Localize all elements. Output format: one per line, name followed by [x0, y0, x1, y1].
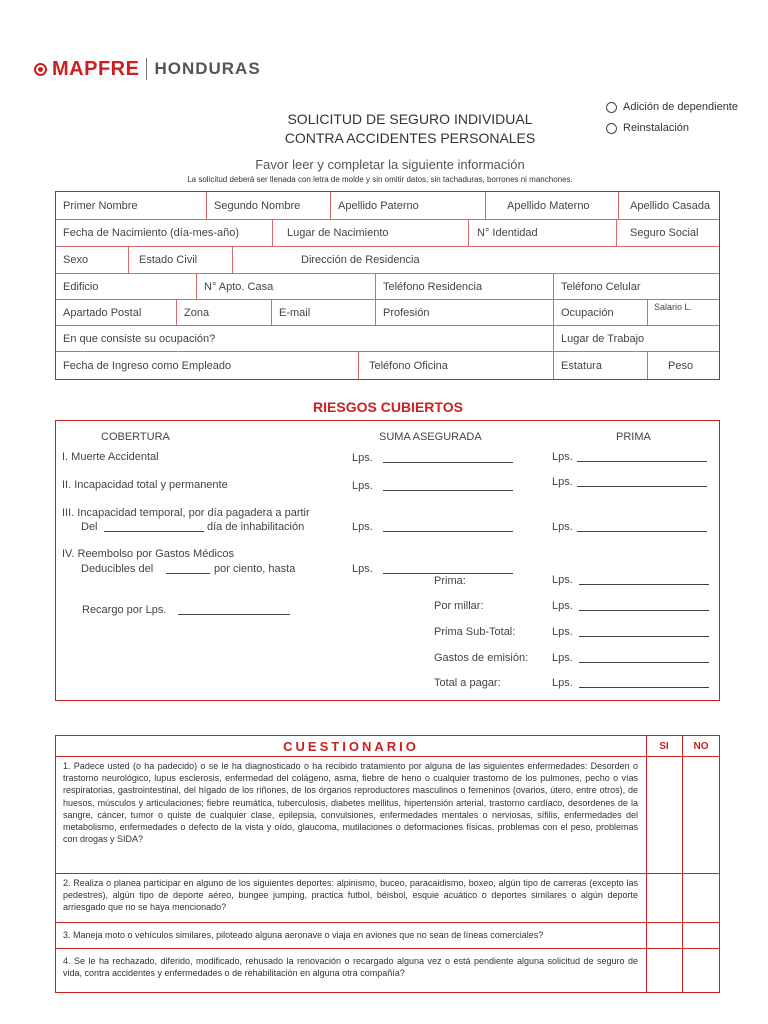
personal-data-grid	[55, 191, 720, 380]
field-segundo-nombre[interactable]	[206, 192, 330, 219]
riesgos-box	[55, 420, 720, 701]
recargo-line[interactable]	[178, 614, 290, 615]
field-zona[interactable]	[176, 300, 271, 325]
field-profesion[interactable]	[375, 300, 553, 325]
item3-dia: día de inhabilitación	[207, 521, 305, 533]
field-estado-civil[interactable]	[128, 247, 232, 273]
field-consiste-ocupacion[interactable]	[56, 326, 553, 351]
question-text: 1. Padece usted (o ha padecido) o se le ha diagnosticado o ha recibido tratamiento por alguna de las siguientes enfermedades: Desorden o trastorno neurológico, lupus esclerosis, enfermedad del colágeno, asma, fiebre de heno o cualquier trastorno de los pulmones, pecho o vías respiratorias, gastrointestinal, del hígado de los riñones, de los órganos reproductores masculinos o femeninos (ovarios, útero, entre otros), de huesos, músculos y articulaciones; fiebre reumática, tuberculosis, diabetes mellitus, hipertensión arterial, trastorno cardíaco, desordenes de la sangre, cáncer, tumor o quiste de cualquier clase, epilepsia, convulsiones, enfermedades mentales o nerviosas, sífilis, enfermedades del metabolismo, enfermedades o defecto de la vista y oído, glaucoma, mutilaciones o deformaciones físicas, problemas con el peso, problemas con drogas y SIDA?	[63, 761, 638, 845]
field-identidad[interactable]	[468, 220, 616, 246]
lps-label: Lps.	[352, 521, 373, 533]
col-no: NO	[693, 741, 709, 752]
col-suma-asegurada: SUMA ASEGURADA	[379, 431, 482, 443]
field-label: Salario L.	[654, 302, 693, 312]
field-label: Profesión	[383, 306, 430, 319]
option-label: Reinstalación	[623, 122, 690, 134]
field-apellido-materno[interactable]	[485, 192, 618, 219]
grid-row	[56, 326, 719, 352]
field-label: E-mail	[279, 306, 311, 319]
lps-label: Lps.	[552, 677, 573, 689]
option-reinstalacion[interactable]	[606, 122, 689, 134]
deducible-line[interactable]	[166, 573, 210, 574]
field-label: Teléfono Celular	[561, 280, 641, 293]
field-apartado[interactable]	[56, 300, 176, 325]
field-label: Apellido Paterno	[338, 199, 419, 212]
field-sexo[interactable]	[56, 247, 128, 273]
cuestionario-title: CUESTIONARIO	[283, 739, 419, 754]
field-label: Zona	[184, 306, 210, 319]
form-instructions: La solicitud deberá ser llenada con letra de molde y sin omitir datos, sin tachaduras, borrones ni manchones.	[187, 175, 573, 184]
brand-name: MAPFRE	[52, 57, 140, 80]
field-lugar-nacimiento[interactable]	[272, 220, 468, 246]
field-peso[interactable]	[647, 352, 721, 379]
grid-row	[56, 220, 719, 247]
field-label: Estado Civil	[139, 254, 198, 266]
company-logo	[34, 57, 261, 81]
field-tel-celular[interactable]	[553, 274, 721, 299]
question-text: 3. Maneja moto o vehículos similares, piloteado alguna aeronave o viaja en aviones que no sean de líneas comerciales?	[63, 930, 544, 940]
grid-row	[56, 247, 719, 274]
col-prima: PRIMA	[616, 431, 651, 443]
field-label: Seguro Social	[630, 227, 699, 239]
lps-label: Lps.	[552, 626, 573, 638]
field-label: Lugar de Trabajo	[561, 332, 645, 345]
field-apto[interactable]	[196, 274, 375, 299]
field-fecha-ingreso[interactable]	[56, 352, 358, 379]
field-label: Sexo	[63, 254, 89, 266]
field-label: Lugar de Nacimiento	[287, 227, 389, 239]
question-row-4[interactable]	[56, 949, 719, 992]
suma-line[interactable]	[383, 531, 513, 532]
item-muerte-accidental: I. Muerte Accidental	[62, 451, 159, 463]
option-label: Adición de dependiente	[623, 101, 738, 113]
option-adicion-dependiente[interactable]	[606, 101, 738, 113]
field-label: N° Apto. Casa	[204, 280, 274, 293]
field-label: Fecha de Nacimiento (día-mes-año)	[63, 227, 240, 239]
grid-row	[56, 300, 719, 326]
grid-row	[56, 192, 719, 220]
field-direccion[interactable]	[232, 247, 721, 273]
logo-divider	[146, 58, 147, 80]
lps-label: Lps.	[352, 452, 373, 464]
field-label: Edificio	[63, 280, 99, 293]
prima-line[interactable]	[577, 531, 707, 532]
field-ocupacion[interactable]	[553, 300, 647, 325]
suma-line[interactable]	[383, 573, 513, 574]
form-title-line2: CONTRA ACCIDENTES PERSONALES	[284, 130, 536, 146]
grid-row	[56, 352, 719, 379]
item3-del: Del	[81, 521, 98, 533]
question-row-1[interactable]	[56, 757, 719, 874]
question-row-3[interactable]	[56, 923, 719, 949]
field-label: Ocupación	[561, 306, 614, 319]
field-apellido-paterno[interactable]	[330, 192, 485, 219]
lps-label: Lps.	[552, 652, 573, 664]
cuestionario-header	[56, 736, 719, 757]
prima-label: Prima:	[434, 575, 466, 587]
item4-deducibles: Deducibles del	[81, 563, 154, 575]
col-si: SI	[659, 741, 669, 752]
field-label: En que consiste su ocupación?	[63, 332, 216, 345]
lps-label: Lps.	[552, 521, 573, 533]
riesgos-title: RIESGOS CUBIERTOS	[313, 399, 463, 415]
field-tel-oficina[interactable]	[358, 352, 553, 379]
question-text: 4. Se le ha rechazado, diferido, modificado, rehusado la renovación o recargado alguna vez o está pendiente alguna solicitud de seguro de vida, contra accidentes y enfermedades o de rehabilitación en alguna otra compañía?	[63, 956, 638, 979]
field-label: Teléfono Oficina	[369, 359, 448, 372]
total-line[interactable]	[579, 687, 709, 688]
form-title-line1: SOLICITUD DE SEGURO INDIVIDUAL	[287, 111, 533, 127]
recargo-label: Recargo por Lps.	[82, 604, 167, 616]
lps-label: Lps.	[552, 476, 573, 488]
field-primer-nombre[interactable]	[56, 192, 206, 219]
total-pagar-label: Total a pagar:	[434, 677, 501, 689]
field-label: Apellido Casada	[630, 199, 711, 212]
radio-circle-icon[interactable]	[606, 123, 617, 134]
field-label: Apartado Postal	[63, 306, 142, 319]
lps-label: Lps.	[352, 480, 373, 492]
lps-label: Lps.	[552, 574, 573, 586]
field-label: Fecha de Ingreso como Empleado	[63, 359, 232, 372]
cuestionario-box	[55, 735, 720, 993]
field-label: Primer Nombre	[63, 199, 138, 212]
field-label: Dirección de Residencia	[301, 254, 420, 266]
field-label: Estatura	[561, 359, 602, 372]
item4-porciento: por ciento, hasta	[214, 563, 296, 575]
radio-circle-icon[interactable]	[606, 102, 617, 113]
por-millar-label: Por millar:	[434, 600, 484, 612]
question-row-2[interactable]	[56, 874, 719, 923]
prima-subtotal-label: Prima Sub-Total:	[434, 626, 516, 638]
field-label: N° Identidad	[477, 227, 538, 239]
grid-row	[56, 274, 719, 300]
field-estatura[interactable]	[553, 352, 647, 379]
field-label: Apellido Materno	[507, 199, 590, 212]
field-salario[interactable]	[647, 300, 721, 325]
field-label: Teléfono Residencia	[383, 280, 483, 293]
country-name: HONDURAS	[154, 59, 261, 78]
field-email[interactable]	[271, 300, 375, 325]
mapfre-emblem-icon	[34, 63, 47, 76]
prima-total-line[interactable]	[579, 584, 709, 585]
gastos-emision-label: Gastos de emisión:	[434, 652, 529, 664]
question-text: 2. Realiza o planea participar en alguno de los siguientes deportes: alpinismo, buceo, paracaidismo, boxeo, algún tipo de carreras (excepto las pedestres), algún tipo de deporte aéreo, bungee jumping, practica futbol, béisbol, esquie acuático o deportes similares o algún deporte arriesgado que no se haya mencionado?	[63, 878, 638, 913]
lps-label: Lps.	[552, 451, 573, 463]
item-incapacidad-total: II. Incapacidad total y permanente	[62, 479, 228, 491]
lps-label: Lps.	[352, 563, 373, 575]
lps-label: Lps.	[552, 600, 573, 612]
prima-line[interactable]	[577, 461, 707, 462]
col-cobertura: COBERTURA	[101, 431, 170, 443]
field-label: Segundo Nombre	[214, 199, 301, 212]
prima-line[interactable]	[577, 486, 707, 487]
dias-line[interactable]	[104, 531, 204, 532]
field-edificio[interactable]	[56, 274, 196, 299]
suma-line[interactable]	[383, 462, 513, 463]
field-seguro-social[interactable]	[616, 220, 721, 246]
form-subtitle: Favor leer y completar la siguiente información	[255, 157, 525, 172]
field-tel-residencia[interactable]	[375, 274, 553, 299]
field-label: Peso	[668, 359, 694, 372]
item-reembolso: IV. Reembolso por Gastos Médicos	[62, 548, 235, 560]
field-lugar-trabajo[interactable]	[553, 326, 721, 351]
subtotal-line[interactable]	[579, 636, 709, 637]
suma-line[interactable]	[383, 490, 513, 491]
gastos-line[interactable]	[579, 662, 709, 663]
por-millar-line[interactable]	[579, 610, 709, 611]
field-apellido-casada[interactable]	[618, 192, 721, 219]
field-fecha-nacimiento[interactable]	[56, 220, 272, 246]
item-incapacidad-temporal: III. Incapacidad temporal, por día pagadera a partir	[62, 507, 310, 519]
